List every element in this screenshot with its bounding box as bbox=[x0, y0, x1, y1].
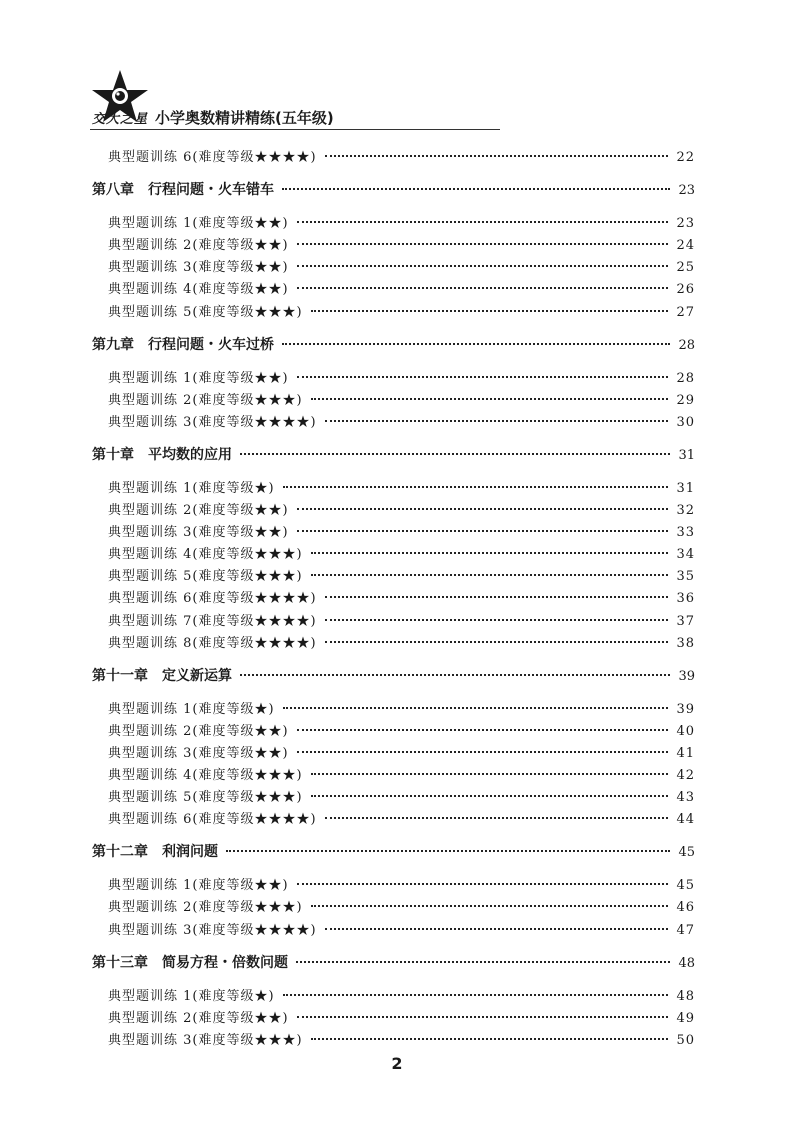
page-ref: 34 bbox=[676, 547, 695, 563]
entry-label: 典型题训练 6(难度等级★★★★) bbox=[108, 591, 317, 607]
toc-chapter-row[interactable] bbox=[92, 952, 695, 972]
page-ref: 22 bbox=[676, 150, 695, 165]
page-ref: 30 bbox=[676, 414, 695, 430]
toc-entry-row[interactable] bbox=[108, 499, 695, 518]
entry-label: 典型题训练 2(难度等级★★★) bbox=[108, 900, 303, 916]
dot-leader bbox=[325, 596, 669, 598]
entry-label: 典型题训练 1(难度等级★★) bbox=[108, 878, 289, 894]
logo-text: 交大之星 bbox=[92, 112, 149, 127]
page-ref: 46 bbox=[676, 900, 695, 916]
entry-label: 典型题训练 3(难度等级★★) bbox=[108, 260, 289, 276]
toc-entry-row[interactable] bbox=[108, 587, 695, 606]
dot-leader bbox=[325, 928, 669, 930]
dot-leader bbox=[297, 530, 669, 532]
page-ref: 31 bbox=[676, 480, 695, 496]
chapter-title: 平均数的应用 bbox=[148, 446, 232, 463]
dot-leader bbox=[325, 817, 669, 819]
chapter-heading bbox=[92, 444, 232, 464]
page-ref: 36 bbox=[676, 591, 695, 607]
dot-leader bbox=[325, 619, 669, 621]
chapter-number: 第九章 bbox=[92, 336, 134, 353]
toc-entry-row[interactable] bbox=[108, 764, 695, 783]
toc-entry-row[interactable] bbox=[108, 632, 695, 651]
dot-leader bbox=[325, 155, 669, 157]
entry-label: 典型题训练 2(难度等级★★) bbox=[108, 238, 289, 254]
toc-entry-row[interactable] bbox=[108, 278, 695, 297]
page-ref: 32 bbox=[676, 503, 695, 518]
toc-entry-row[interactable] bbox=[108, 786, 695, 805]
toc-entry-row[interactable] bbox=[108, 146, 695, 165]
dot-leader bbox=[311, 310, 669, 312]
page-ref: 49 bbox=[676, 1010, 695, 1026]
page-ref: 24 bbox=[676, 238, 695, 254]
entry-label: 典型题训练 2(难度等级★★) bbox=[108, 1010, 289, 1026]
chapter-title: 行程问题・火车过桥 bbox=[148, 336, 274, 353]
toc-entry-row[interactable] bbox=[108, 212, 695, 231]
entry-label: 典型题训练 2(难度等级★★★) bbox=[108, 392, 303, 408]
chapter-number: 第十三章 bbox=[92, 954, 148, 971]
entry-label: 典型题训练 1(难度等级★) bbox=[108, 988, 275, 1004]
page-ref: 27 bbox=[676, 304, 695, 320]
entry-label: 典型题训练 5(难度等级★★★) bbox=[108, 304, 303, 320]
toc-entry-row[interactable] bbox=[108, 301, 695, 320]
entry-label: 典型题训练 4(难度等级★★) bbox=[108, 282, 289, 298]
chapter-title: 定义新运算 bbox=[162, 667, 232, 684]
page-ref: 25 bbox=[676, 260, 695, 276]
page-ref: 47 bbox=[676, 922, 695, 938]
page-header bbox=[90, 68, 500, 132]
page-ref: 39 bbox=[678, 668, 695, 684]
page-ref: 39 bbox=[676, 701, 695, 717]
dot-leader bbox=[296, 961, 670, 963]
entry-label: 典型题训练 3(难度等级★★) bbox=[108, 525, 289, 541]
toc-entry-row[interactable] bbox=[108, 610, 695, 629]
toc-entry-row[interactable] bbox=[108, 1007, 695, 1026]
page-ref: 48 bbox=[678, 955, 695, 971]
toc-chapter-row[interactable] bbox=[92, 444, 695, 464]
entry-label: 典型题训练 1(难度等级★) bbox=[108, 480, 275, 496]
chapter-heading bbox=[92, 334, 274, 354]
page-ref: 42 bbox=[676, 768, 695, 783]
page-ref: 48 bbox=[676, 988, 695, 1004]
page-ref: 26 bbox=[676, 282, 695, 298]
dot-leader bbox=[311, 574, 669, 576]
entry-label: 典型题训练 6(难度等级★★★★) bbox=[108, 150, 317, 165]
dot-leader bbox=[297, 751, 669, 753]
book-title: 小学奥数精讲精练(五年级) bbox=[155, 109, 334, 127]
toc-entry-row[interactable] bbox=[108, 411, 695, 430]
chapter-title: 利润问题 bbox=[162, 844, 218, 861]
dot-leader bbox=[283, 486, 669, 488]
dot-leader bbox=[325, 420, 669, 422]
page-number: 2 bbox=[391, 1054, 403, 1073]
toc-entry-row[interactable] bbox=[108, 543, 695, 562]
page-ref: 31 bbox=[678, 447, 695, 463]
dot-leader bbox=[297, 221, 669, 223]
dot-leader bbox=[297, 287, 669, 289]
page-ref: 43 bbox=[676, 790, 695, 806]
page-ref: 40 bbox=[676, 723, 695, 739]
entry-label: 典型题训练 3(难度等级★★★★) bbox=[108, 414, 317, 430]
chapter-number: 第十二章 bbox=[92, 844, 148, 861]
entry-label: 典型题训练 8(难度等级★★★★) bbox=[108, 635, 317, 651]
page-ref: 41 bbox=[676, 745, 695, 761]
toc-entry-row[interactable] bbox=[108, 234, 695, 253]
entry-label: 典型题训练 2(难度等级★★) bbox=[108, 723, 289, 739]
entry-label: 典型题训练 2(难度等级★★) bbox=[108, 503, 289, 518]
entry-label: 典型题训练 4(难度等级★★★) bbox=[108, 547, 303, 563]
entry-label: 典型题训练 4(难度等级★★★) bbox=[108, 768, 303, 783]
toc-entry-row[interactable] bbox=[108, 742, 695, 761]
page-ref: 44 bbox=[676, 812, 695, 828]
dot-leader bbox=[226, 850, 670, 852]
page-ref: 50 bbox=[676, 1032, 695, 1048]
entry-label: 典型题训练 3(难度等级★★★★) bbox=[108, 922, 317, 938]
toc-entry-row[interactable] bbox=[108, 808, 695, 827]
toc-entry-row[interactable] bbox=[108, 521, 695, 540]
page-ref: 23 bbox=[678, 183, 695, 199]
dot-leader bbox=[297, 883, 669, 885]
chapter-number: 第八章 bbox=[92, 182, 134, 199]
toc-entry-row[interactable] bbox=[108, 367, 695, 386]
toc-entry-row[interactable] bbox=[108, 874, 695, 893]
entry-label: 典型题训练 5(难度等级★★★) bbox=[108, 790, 303, 806]
toc-entry-row[interactable] bbox=[108, 720, 695, 739]
toc-chapter-row[interactable] bbox=[92, 841, 695, 861]
dot-leader bbox=[311, 795, 669, 797]
entry-label: 典型题训练 3(难度等级★★★) bbox=[108, 1032, 303, 1048]
page-ref: 38 bbox=[676, 635, 695, 651]
dot-leader bbox=[283, 994, 669, 996]
dot-leader bbox=[311, 1038, 669, 1040]
dot-leader bbox=[297, 265, 669, 267]
entry-label: 典型题训练 1(难度等级★★) bbox=[108, 370, 289, 386]
page-ref: 35 bbox=[676, 569, 695, 585]
entry-label: 典型题训练 5(难度等级★★★) bbox=[108, 569, 303, 585]
entry-label: 典型题训练 1(难度等级★) bbox=[108, 701, 275, 717]
chapter-heading bbox=[92, 665, 232, 685]
toc-entry-row[interactable] bbox=[108, 985, 695, 1004]
dot-leader bbox=[240, 674, 670, 676]
chapter-title: 行程问题・火车错车 bbox=[148, 182, 274, 199]
toc-chapter-row[interactable] bbox=[92, 334, 695, 354]
dot-leader bbox=[283, 707, 669, 709]
toc-entry-row[interactable] bbox=[108, 389, 695, 408]
dot-leader bbox=[282, 343, 670, 345]
dot-leader bbox=[297, 376, 669, 378]
page-ref: 28 bbox=[676, 370, 695, 386]
chapter-number: 第十一章 bbox=[92, 667, 148, 684]
page-ref: 28 bbox=[678, 337, 695, 353]
dot-leader bbox=[282, 188, 670, 190]
chapter-heading bbox=[92, 841, 218, 861]
dot-leader bbox=[311, 398, 669, 400]
dot-leader bbox=[325, 641, 669, 643]
toc-chapter-row[interactable] bbox=[92, 665, 695, 685]
page-ref: 29 bbox=[676, 392, 695, 408]
entry-label: 典型题训练 6(难度等级★★★★) bbox=[108, 812, 317, 828]
page-ref: 23 bbox=[676, 216, 695, 232]
dot-leader bbox=[240, 453, 670, 455]
toc-entry-row[interactable] bbox=[108, 698, 695, 717]
entry-label: 典型题训练 1(难度等级★★) bbox=[108, 216, 289, 232]
page-ref: 45 bbox=[676, 878, 695, 894]
chapter-heading bbox=[92, 952, 288, 972]
entry-label: 典型题训练 7(难度等级★★★★) bbox=[108, 613, 317, 629]
dot-leader bbox=[311, 552, 669, 554]
dot-leader bbox=[297, 243, 669, 245]
dot-leader bbox=[297, 508, 669, 510]
chapter-title: 简易方程・倍数问题 bbox=[162, 954, 288, 971]
toc-entry-row[interactable] bbox=[108, 919, 695, 938]
toc-entry-row[interactable] bbox=[108, 896, 695, 915]
dot-leader bbox=[311, 905, 669, 907]
toc-entry-row[interactable] bbox=[108, 565, 695, 584]
toc-entry-row[interactable] bbox=[108, 477, 695, 496]
page-ref: 33 bbox=[676, 525, 695, 541]
chapter-heading bbox=[92, 179, 274, 199]
dot-leader bbox=[297, 729, 669, 731]
dot-leader bbox=[311, 773, 669, 775]
page-ref: 37 bbox=[676, 613, 695, 629]
header-divider bbox=[90, 129, 500, 130]
page-ref: 45 bbox=[678, 845, 695, 861]
toc-entry-row[interactable] bbox=[108, 1029, 695, 1048]
toc-entry-row[interactable] bbox=[108, 256, 695, 275]
toc-chapter-row[interactable] bbox=[92, 179, 695, 199]
chapter-number: 第十章 bbox=[92, 446, 134, 463]
entry-label: 典型题训练 3(难度等级★★) bbox=[108, 745, 289, 761]
dot-leader bbox=[297, 1016, 669, 1018]
